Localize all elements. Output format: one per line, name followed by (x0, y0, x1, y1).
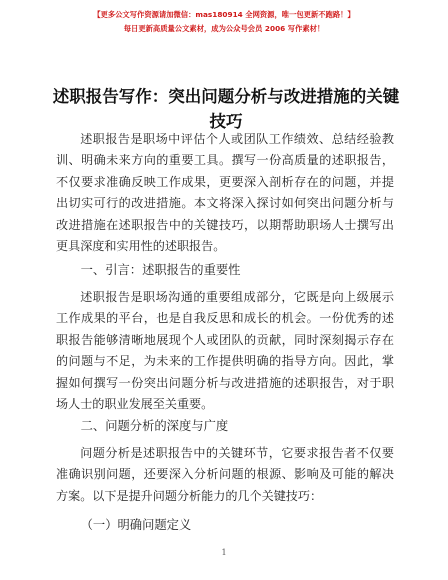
document-title: 述职报告写作：突出问题分析与改进措施的关键技巧 (52, 87, 400, 131)
body-paragraph-importance: 述职报告是职场沟通的重要组成部分，它既是向上级展示工作成果的平台，也是自我反思和成长的机会。一份优秀的述职报告能够清晰地展现个人或团队的贡献，同时深刻揭示存在的问题与不足，为未来的工作提供明确的指导方向。因此，掌握如何撰写一份突出问题分析与改进措施的述职报告，对于职场人士的职业发展至关重要。 (56, 290, 394, 412)
section-heading-2: 二、问题分析的深度与广度 (80, 419, 229, 433)
promo-banner-line-2: 每日更新高质量公文素材，成为公众号会员 2006 写作素材！ (123, 24, 325, 33)
intro-paragraph: 述职报告是职场中评估个人或团队工作绩效、总结经验教训、明确未来方向的重要工具。撰写一份高质量的述职报告，不仅要求准确反映工作成果，更要深入剖析存在的问题，并提出切实可行的改进措施。本文将深入探讨如何突出问题分析与改进措施在述职报告中的关键技巧，以期帮助职场人士撰写出更具深度和实用性的述职报告。 (56, 132, 394, 254)
section-heading-1: 一、引言：述职报告的重要性 (80, 263, 241, 277)
page-number: 1 (221, 548, 227, 557)
subsection-heading-1: （一）明确问题定义 (80, 518, 192, 532)
promo-banner-line-1: 【更多公文写作资源请加微信：mas180914 全网资源，唯一包更新不跑路！】 (93, 10, 355, 19)
body-paragraph-analysis: 问题分析是述职报告中的关键环节，它要求报告者不仅要准确识别问题，还要深入分析问题的根源、影响及可能的解决方案。以下是提升问题分析能力的几个关键技巧： (56, 446, 394, 503)
